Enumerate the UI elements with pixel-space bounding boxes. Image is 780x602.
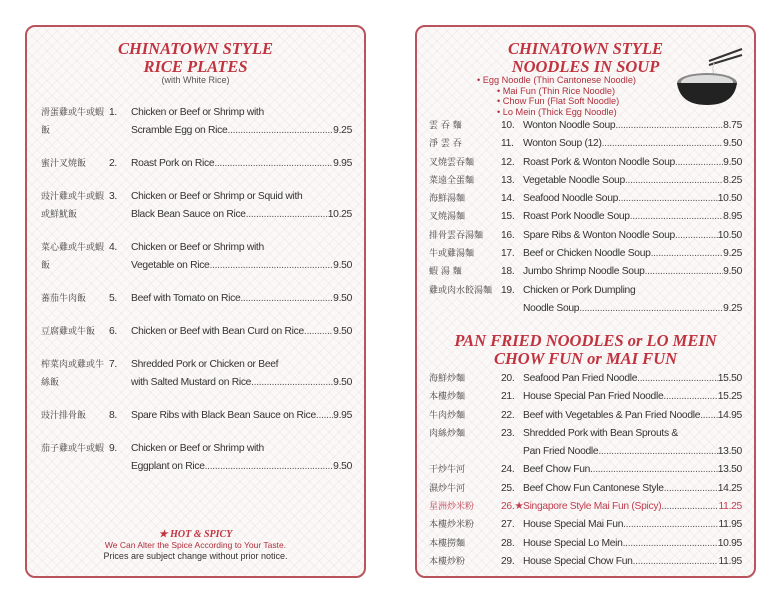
menu-item	[429, 227, 742, 245]
chinese-name: 肉絲炒麵	[429, 428, 466, 439]
item-name: Chicken or Pork Dumpling	[523, 284, 636, 296]
item-number: 17.	[501, 248, 515, 260]
dot-leader	[240, 290, 333, 308]
item-price: 8.95	[723, 211, 742, 223]
item-description	[523, 245, 742, 263]
menu-item	[429, 535, 742, 553]
dot-leader	[633, 553, 719, 571]
item-description	[523, 154, 742, 172]
description-line	[523, 407, 742, 425]
item-number: 21.	[501, 391, 515, 403]
dot-leader	[661, 498, 718, 516]
item-price: 13.50	[717, 464, 742, 476]
item-description	[131, 356, 352, 392]
item-name: Wonton Soup (12)	[523, 138, 602, 150]
description-line	[523, 172, 742, 190]
menu-item	[41, 407, 352, 425]
chinese-name: 茄子雞或牛或蝦	[41, 444, 105, 454]
menu-item	[429, 263, 742, 281]
dot-leader	[623, 535, 718, 553]
item-name: Shredded Pork or Chicken or Beef	[131, 359, 279, 370]
item-description	[523, 425, 742, 462]
description-line	[523, 263, 742, 281]
item-number: 12.	[501, 156, 515, 168]
item-description	[523, 227, 742, 245]
item-description	[523, 407, 742, 425]
dot-leader	[602, 135, 724, 153]
noodle-type-bullet: • Chow Fun (Flat Soft Noodle)	[497, 96, 620, 106]
item-price: 9.95	[333, 158, 352, 169]
description-line	[131, 188, 352, 206]
description-line	[523, 227, 742, 245]
menu-list	[429, 370, 742, 571]
item-description	[523, 208, 742, 226]
menu-item	[41, 323, 352, 341]
item-name: Roast Pork on Rice	[131, 158, 215, 169]
item-price: 9.50	[333, 293, 352, 304]
menu-item	[41, 356, 352, 392]
item-price: 15.50	[717, 373, 742, 384]
chinese-name: 榨菜肉或雞或牛絲飯	[41, 360, 105, 388]
chinese-name: 蝦 湯 麵	[429, 267, 462, 278]
dot-leader	[209, 257, 333, 275]
section-title: CHOW FUN or MAI FUN	[493, 349, 678, 368]
description-line	[523, 190, 742, 208]
description-line	[523, 154, 742, 172]
dot-leader	[579, 300, 723, 318]
description-line	[131, 356, 352, 374]
item-description	[131, 239, 352, 275]
price-note: Prices are subject change without prior notice.	[103, 551, 288, 561]
menu-item	[429, 245, 742, 263]
dot-leader	[618, 190, 718, 208]
dot-leader	[675, 154, 723, 172]
item-price: 8.75	[723, 120, 742, 131]
menu-item	[429, 282, 742, 319]
dot-leader	[304, 323, 333, 341]
item-description	[131, 104, 352, 140]
item-name: Beef Chow Fun Cantonese Style	[523, 482, 664, 494]
item-number: 23.	[501, 427, 515, 439]
item-price: 11.95	[718, 555, 742, 567]
chinese-name: 星洲炒米粉	[429, 502, 475, 513]
item-name: Vegetable Noodle Soup	[523, 174, 625, 186]
item-description	[131, 155, 352, 173]
menu-item	[429, 388, 742, 406]
item-name: Roast Pork Noodle Soup	[523, 211, 630, 223]
description-line	[131, 155, 352, 173]
chinese-name: 豉汁雞或牛或蝦或鮮魷飯	[41, 192, 105, 220]
item-description	[131, 290, 352, 308]
item-number: 15.	[501, 211, 515, 223]
dot-leader	[645, 263, 724, 281]
description-line	[523, 245, 742, 263]
item-number: 4.	[109, 242, 117, 253]
item-price: 9.50	[333, 326, 352, 337]
item-name: Noodle Soup	[523, 302, 580, 314]
dot-leader	[637, 370, 718, 388]
item-number: 5.	[109, 293, 117, 304]
section-subtitle: (with White Rice)	[161, 75, 230, 85]
chinese-name: 雲 吞 麵	[429, 121, 462, 131]
item-description	[131, 440, 352, 476]
item-number: 6.	[109, 326, 117, 337]
item-description	[131, 407, 352, 425]
chinese-name: 豉汁排骨飯	[41, 411, 87, 421]
menu-item	[429, 190, 742, 208]
menu-item	[41, 290, 352, 308]
item-name: Shredded Pork with Bean Sprouts &	[523, 427, 678, 439]
item-name: Roast Pork & Wonton Noodle Soup	[523, 156, 675, 168]
item-number: 29.	[501, 555, 515, 567]
item-description	[523, 135, 742, 153]
item-description	[523, 388, 742, 406]
item-name: Beef Chow Fun	[523, 464, 591, 476]
dot-leader	[214, 155, 333, 173]
chinese-name: 本樓炒粉	[429, 556, 466, 567]
description-line	[131, 290, 352, 308]
spice-note: We Can Alter the Spice According to Your Taste.	[104, 540, 287, 550]
dot-leader	[316, 407, 333, 425]
item-price: 14.95	[717, 409, 742, 421]
chinese-name: 淨 雲 吞	[429, 139, 462, 150]
menu-item	[429, 208, 742, 226]
description-line	[131, 122, 352, 140]
menu-item	[429, 553, 742, 571]
menu-item	[429, 407, 742, 425]
item-number: 7.	[109, 359, 117, 370]
section-title: RICE PLATES	[143, 56, 248, 76]
item-description	[523, 480, 742, 498]
description-line	[523, 370, 742, 388]
item-description	[523, 535, 742, 553]
menu-list	[41, 104, 352, 491]
item-name: Chicken or Beef or Shrimp with	[131, 242, 264, 253]
item-name: Beef with Tomato on Rice	[131, 293, 241, 304]
menu-item	[429, 154, 742, 172]
menu-list	[429, 117, 742, 318]
item-name: Scramble Egg on Rice	[131, 125, 228, 136]
item-number: 28.	[501, 537, 515, 549]
dot-leader	[205, 458, 334, 476]
item-number: 11.	[501, 138, 514, 150]
item-price: 14.25	[717, 482, 742, 494]
item-description	[523, 498, 742, 516]
item-number: 9.	[109, 443, 117, 454]
menu-item	[429, 172, 742, 190]
item-description	[523, 172, 742, 190]
description-line	[131, 374, 352, 392]
item-description	[523, 461, 742, 479]
item-price: 9.25	[723, 302, 742, 314]
item-price: 9.50	[333, 461, 352, 472]
item-price: 9.50	[723, 138, 742, 150]
description-line	[523, 535, 742, 553]
item-price: 10.25	[327, 209, 352, 220]
chinese-name: 叉燒雲吞麵	[429, 157, 475, 168]
dot-leader	[625, 172, 723, 190]
chinese-name: 海鮮湯麵	[429, 194, 466, 205]
chinese-name: 菜心雞或牛或蝦飯	[41, 243, 105, 271]
menu-item	[429, 461, 742, 479]
dot-leader	[651, 245, 724, 263]
menu-item	[41, 188, 352, 224]
item-number: 24.	[501, 464, 515, 476]
description-line	[523, 117, 742, 135]
item-name: Vegetable on Rice	[131, 260, 210, 271]
description-line	[523, 135, 742, 153]
item-number: 10.	[501, 120, 515, 131]
item-price: 9.50	[333, 260, 352, 271]
chinese-name: 雞或肉水餃湯麵	[429, 285, 493, 296]
item-price: 10.95	[717, 537, 742, 549]
menu-item	[429, 498, 742, 516]
menu-item	[41, 239, 352, 275]
rice-plates-panel	[25, 25, 366, 578]
noodle-type-bullet: • Mai Fun (Thin Rice Noodle)	[497, 85, 616, 96]
item-name: House Special Chow Fun	[523, 555, 633, 567]
dot-leader	[700, 407, 718, 425]
item-number: 16.	[501, 229, 515, 241]
description-line	[523, 516, 742, 534]
dot-leader	[664, 480, 718, 498]
description-line	[523, 553, 742, 571]
item-number: 2.	[109, 158, 117, 169]
description-line	[523, 300, 742, 318]
dot-leader	[246, 206, 328, 224]
item-price: 9.50	[333, 377, 352, 388]
description-line	[523, 282, 742, 300]
chinese-name: 干炒牛河	[429, 465, 466, 476]
chinese-name: 海鮮炒麵	[429, 374, 466, 384]
item-description	[131, 188, 352, 224]
chinese-name: 叉燒湯麵	[429, 212, 466, 223]
description-line	[523, 498, 742, 516]
item-name: Chicken or Beef or Shrimp with	[131, 443, 264, 454]
menu-item	[429, 117, 742, 135]
description-line	[523, 443, 742, 461]
description-line	[131, 257, 352, 275]
description-line	[131, 239, 352, 257]
item-number: 3.	[109, 191, 117, 202]
section-title: CHINATOWN STYLE	[507, 39, 664, 58]
item-description	[131, 323, 352, 341]
description-line	[131, 323, 352, 341]
item-name: Spare Ribs & Wonton Noodle Soup	[523, 229, 675, 241]
dot-leader	[675, 227, 718, 245]
item-number: 14.	[501, 193, 515, 205]
description-line	[523, 461, 742, 479]
chinese-name: 牛肉炒麵	[429, 410, 466, 421]
item-description	[523, 190, 742, 208]
item-name: Pan Fried Noodle	[523, 446, 599, 458]
chinese-name: 本樓炒米粉	[429, 520, 475, 531]
chinese-name: 蕃茄牛肉飯	[41, 294, 87, 304]
item-name: Wonton Noodle Soup	[523, 120, 616, 131]
description-line	[131, 206, 352, 224]
item-price: 9.50	[723, 266, 742, 278]
item-price: 13.50	[717, 446, 742, 458]
menu-item	[429, 516, 742, 534]
item-name: Beef or Chicken Noodle Soup	[523, 248, 651, 260]
hot-spicy-label: ★ HOT & SPICY	[158, 529, 233, 540]
menu-item	[429, 480, 742, 498]
chinese-name: 本樓炒麵	[429, 392, 466, 403]
item-price: 9.95	[333, 410, 352, 421]
dot-leader	[590, 461, 718, 479]
item-price: 9.25	[723, 248, 742, 260]
description-line	[523, 208, 742, 226]
item-number: 19.	[501, 284, 515, 296]
item-name: Spare Ribs with Black Bean Sauce on Rice	[131, 410, 316, 421]
dot-leader	[623, 516, 718, 534]
item-name: Chicken or Beef or Shrimp with	[131, 107, 264, 118]
item-number: 22.	[501, 409, 515, 421]
description-line	[131, 458, 352, 476]
item-description	[523, 370, 742, 388]
section-title: CHINATOWN STYLE	[117, 39, 274, 58]
section-title: PAN FRIED NOODLES or LO MEIN	[454, 331, 717, 350]
item-name: Seafood Noodle Soup	[523, 193, 619, 205]
menu-item	[41, 440, 352, 476]
chinese-name: 排骨雲吞湯麵	[429, 230, 484, 241]
item-description	[523, 516, 742, 534]
description-line	[131, 440, 352, 458]
item-description	[523, 553, 742, 571]
noodle-bowl-icon	[674, 47, 744, 107]
item-price: 9.25	[333, 125, 352, 136]
dot-leader	[615, 117, 723, 135]
item-price: 9.50	[723, 156, 742, 168]
item-number: 25.	[501, 482, 515, 494]
item-number: 13.	[501, 174, 515, 186]
item-name: Chicken or Beef or Shrimp or Squid with	[131, 191, 303, 202]
item-name: Chicken or Beef with Bean Curd on Rice	[131, 326, 304, 337]
menu-item	[429, 425, 742, 462]
menu-item	[41, 104, 352, 140]
description-line	[131, 104, 352, 122]
item-number: 20.	[501, 373, 515, 384]
item-name: Eggplant on Rice	[131, 461, 205, 472]
item-number: 8.	[109, 410, 117, 421]
noodles-panel	[415, 25, 756, 578]
item-name: House Special Pan Fried Noodle	[523, 391, 664, 403]
item-description	[523, 117, 742, 135]
chinese-name: 濕炒牛河	[429, 483, 466, 494]
item-name: Beef with Vegetables & Pan Fried Noodle	[523, 409, 701, 421]
item-name: Black Bean Sauce on Rice	[131, 209, 246, 220]
section-title: NOODLES IN SOUP	[511, 56, 660, 76]
item-price: 10.50	[717, 229, 742, 241]
dot-leader	[227, 122, 333, 140]
chinese-name: 菜遠全蛋麵	[429, 175, 475, 186]
chinese-name: 蜜汁叉燒飯	[41, 159, 87, 169]
noodle-type-bullet: • Egg Noodle (Thin Cantonese Noodle)	[477, 75, 636, 85]
item-description	[523, 282, 742, 319]
chinese-name: 本樓撈麵	[429, 538, 466, 549]
item-name: House Special Lo Mein	[523, 537, 623, 549]
item-price: 11.95	[718, 519, 742, 531]
item-name: Seafood Pan Fried Noodle	[523, 373, 638, 384]
item-name: Jumbo Shrimp Noodle Soup	[523, 266, 645, 278]
item-description	[523, 263, 742, 281]
item-price: 11.25	[718, 501, 742, 513]
item-number: 26.★	[501, 501, 524, 513]
item-number: 1.	[109, 107, 117, 118]
chinese-name: 滑蛋雞或牛或蝦飯	[41, 108, 105, 136]
item-price: 10.50	[717, 193, 742, 205]
menu-item	[41, 155, 352, 173]
item-name: with Salted Mustard on Rice	[131, 377, 252, 388]
dot-leader	[663, 388, 717, 406]
item-number: 18.	[501, 266, 515, 278]
item-name: Singapore Style Mai Fun (Spicy)	[523, 501, 662, 513]
item-price: 8.25	[723, 174, 742, 186]
description-line	[523, 480, 742, 498]
dot-leader	[598, 443, 717, 461]
description-line	[131, 407, 352, 425]
item-number: 27.	[501, 519, 515, 531]
menu-item	[429, 370, 742, 388]
item-price: 15.25	[717, 391, 742, 403]
noodle-type-bullet: • Lo Mein (Thick Egg Noodle)	[497, 106, 617, 117]
dot-leader	[251, 374, 333, 392]
description-line	[523, 388, 742, 406]
chinese-name: 牛或雞湯麵	[429, 249, 475, 260]
description-line	[523, 425, 742, 443]
dot-leader	[630, 208, 723, 226]
menu-item	[429, 135, 742, 153]
chinese-name: 豆腐雞或牛飯	[41, 327, 96, 337]
item-name: House Special Mai Fun	[523, 519, 624, 531]
